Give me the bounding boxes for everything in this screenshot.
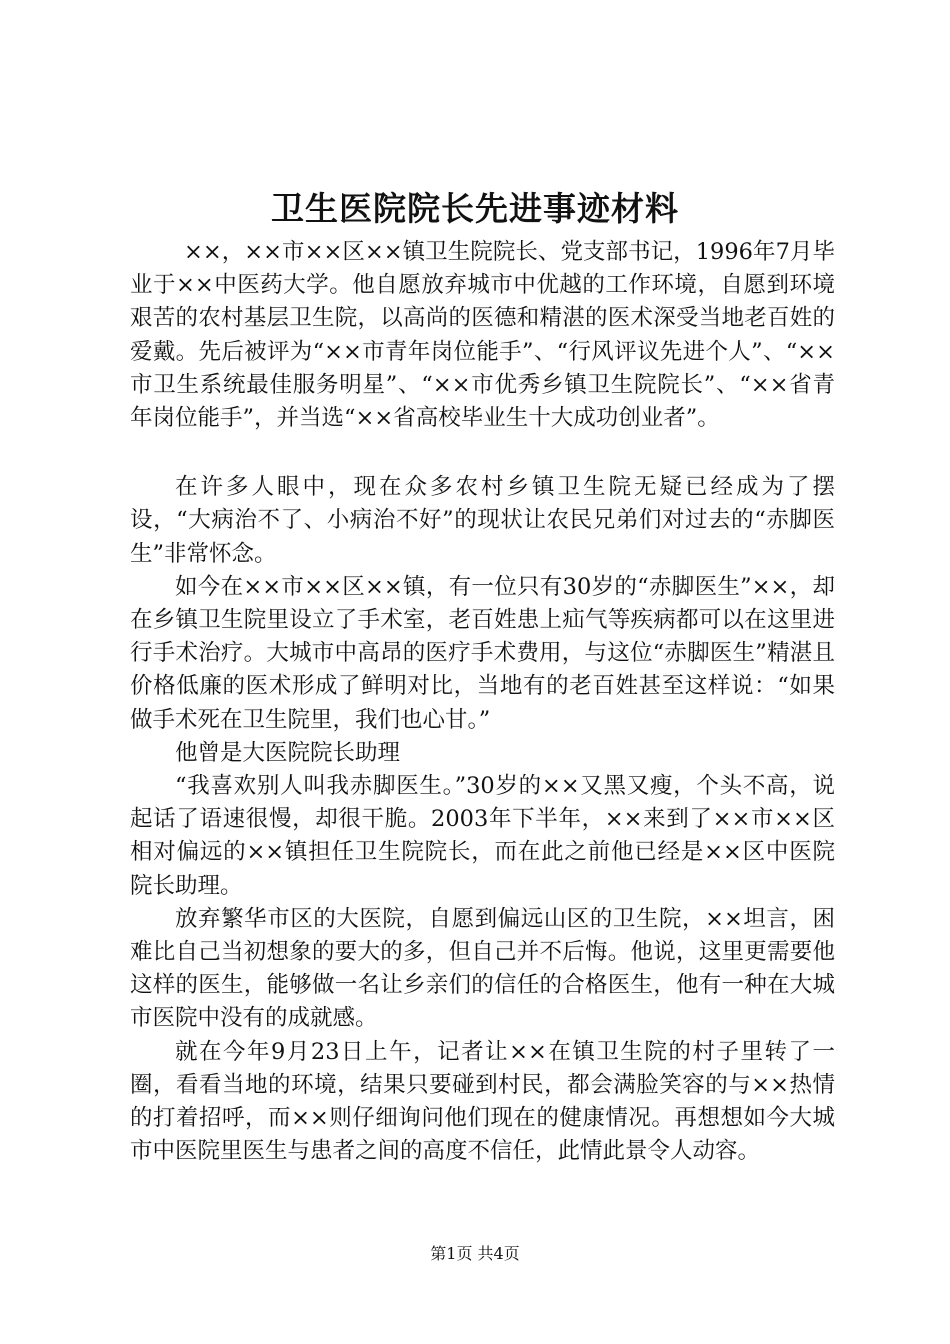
- paragraph: 放弃繁华市区的大医院，自愿到偏远山区的卫生院，××坦言，困难比自己当初想象的要大的多，但自己并不后悔。他说，这里更需要他这样的医生，能够做一名让乡亲们的信任的合格医生，他有一种在大城市医院中没有的成就感。: [130, 905, 835, 1032]
- page-number-footer: 第1页 共4页: [430, 1244, 520, 1263]
- document-title: 卫生医院院长先进事迹材料: [271, 189, 679, 228]
- document-body: [130, 236, 835, 1168]
- paragraph: 如今在××市××区××镇，有一位只有30岁的“赤脚医生”××，却在乡镇卫生院里设立了手术室，老百姓患上疝气等疾病都可以在这里进行手术治疗。大城市中高昂的医疗手术费用，与这位“赤脚医生”精湛且价格低廉的医术形成了鲜明对比，当地有的老百姓甚至这样说：“如果做手术死在卫生院里，我们也心甘。”: [130, 573, 835, 733]
- paragraph-gap: [130, 435, 835, 471]
- paragraph: “我喜欢别人叫我赤脚医生。”30岁的××又黑又瘦，个头不高，说起话了语速很慢，却很干脆。2003年下半年，××来到了××市××区相对偏远的××镇担任卫生院院长，而在此之前他已经是××区中医院院长助理。: [130, 773, 835, 899]
- paragraph: 就在今年9月23日上午，记者让××在镇卫生院的村子里转了一圈，看看当地的环境，结果只要碰到村民，都会满脸笑容的与××热情的打着招呼，而××则仔细询问他们现在的健康情况。再想想如今大城市中医院里医生与患者之间的高度不信任，此情此景令人动容。: [130, 1038, 835, 1165]
- paragraph: 在许多人眼中，现在众多农村乡镇卫生院无疑已经成为了摆设，“大病治不了、小病治不好”的现状让农民兄弟们对过去的“赤脚医生”非常怀念。: [130, 474, 835, 567]
- section-heading: 他曾是大医院院长助理: [175, 739, 401, 766]
- paragraph-intro: ××，××市××区××镇卫生院院长、党支部书记，1996年7月毕业于××中医药大学。他自愿放弃城市中优越的工作环境，自愿到环境艰苦的农村基层卫生院，以高尚的医德和精湛的医术深受当地老百姓的爱戴。先后被评为“××市青年岗位能手”、“行风评议先进个人”、“××市卫生系统最佳服务明星”、“××市优秀乡镇卫生院院长”、“××省青年岗位能手”，并当选“××省高校毕业生十大成功创业者”。: [130, 239, 835, 432]
